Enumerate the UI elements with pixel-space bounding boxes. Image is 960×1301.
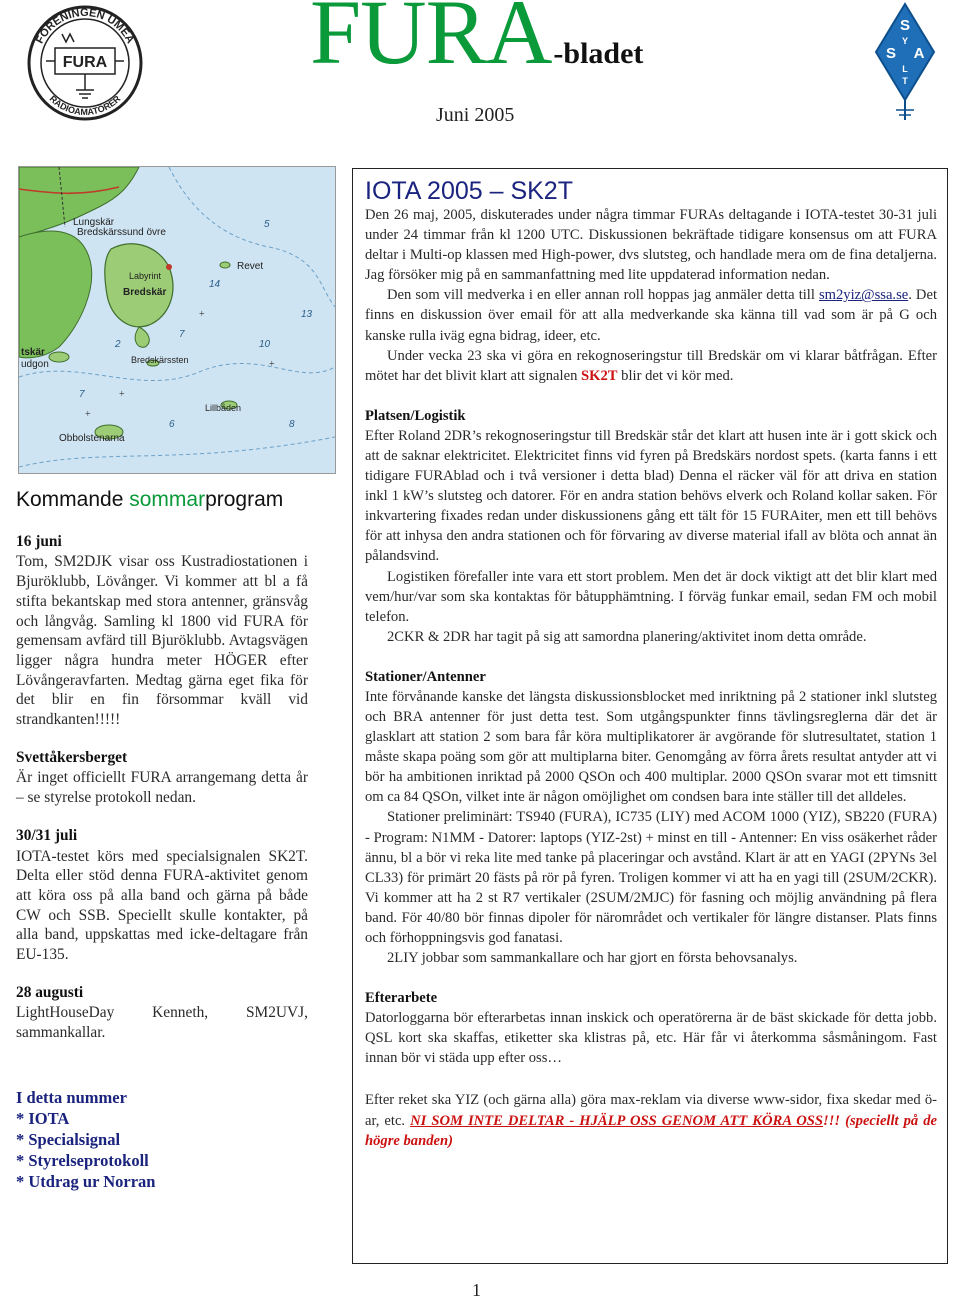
callsign-highlight: SK2T — [581, 367, 618, 384]
svg-text:+: + — [269, 359, 275, 370]
iota-intro-paragraph: Under vecka 23 ska vi göra en rekognoseringstur till Bredskär om vi klarar båtfrågan. Efter mötet har det blivit klart att signalen SK2T blir det vi kör med. — [365, 347, 937, 384]
map-label-revet: Revet — [237, 261, 264, 272]
fura-club-logo — [22, 4, 148, 122]
ssa-letter-5: L — [902, 64, 908, 74]
ssa-letter-2: S — [885, 45, 897, 62]
closing-paragraph: Efter reket ska YIZ (och gärna alla) göra max-reklam via diverse www-sidor, fixa skedar med ö-ar, etc. NI SOM INTE DELTAR - HJÄLP OSS GENOM ATT KÖRA OSS!!! (speciellt på de högre banden) — [365, 1092, 937, 1149]
map-depth: 8 — [289, 419, 295, 430]
map-depth: 7 — [179, 329, 185, 340]
logo-top-text: FÖRENINGEN UMEÅ — [33, 6, 137, 46]
stations-paragraph: 2LIY jobbar som sammankallare och har gjort en första behovsanalys. — [387, 950, 798, 967]
summer-program-column — [16, 490, 308, 1192]
ssa-letter-1: S — [899, 17, 911, 34]
stations-paragraph: Inte förvånande kanske det längsta diskussionsblocket med inriktning på 2 stationer inkl slutsteg och BRA antenner för just detta test. Som utgångspunkter finns tävlingsreglerna där det är glasklart att station 2 som bara får köra multiplikatorer är avgörande för slutresultatet, station 1 måste skapa poäng som gör att multiplarna biter. Genomgång av förra årets resultat antyder att vi bör ha ambitionen inriktad på 2000 QSOn och 400 multiplar. 2000 QSOn svarar mot ett timsnitt om ca 84 QSOn, vilket inte är någon omöjlighet om condsen bara inte ställer till det alldeles. — [365, 688, 937, 806]
logistics-paragraph: Logistiken förefaller inte vara ett stort problem. Men det är dock viktigt att det blir klart med vem/hur/var som ska kontaktas för båtupphämtning. I förväg funkar email, sedan FM och mobil telefon. — [365, 568, 937, 625]
page-number: 1 — [472, 1280, 481, 1300]
map-depth: 2 — [115, 339, 121, 350]
iota-intro-paragraph: Den som vill medverka i en eller annan roll hoppas jag anmäler detta till sm2yiz@ssa.se. Det finns en diskussion över email för att alla medverkande ska känna till vad som är på G och kanske rulla iväg egna bidrag, ideer, etc. — [365, 287, 938, 344]
section-heading-stations: Stationer/Antenner — [365, 668, 486, 685]
ssa-logo — [872, 2, 938, 122]
map-depth: 7 — [79, 389, 85, 400]
map-depth: 5 — [264, 219, 270, 230]
toc-heading: I detta nummer — [16, 1087, 127, 1107]
iota-intro-paragraph: Den 26 maj, 2005, diskuterades under några timmar FURAs deltagande i IOTA-testet 30-31 juli under 24 timmar från kl 1200 UTC. Diskussionen bekräftade tidigare konsensus om att FURA deltar i Multi-op klassen med High-power, dvs slutsteg, och handlade mera om de fina detaljerna. Jag försöker mig på en sammanfattning med lite uppdaterad information nedan. — [365, 207, 937, 284]
toc-item: * Utdrag ur Norran — [16, 1171, 156, 1191]
map-label-labyrint: Labyrint — [129, 271, 162, 281]
event-title: 16 juni — [16, 532, 62, 550]
map-label-udgon: udgon — [21, 359, 49, 370]
masthead-bladet: -bladet — [553, 37, 644, 70]
toc-item: * IOTA — [16, 1108, 70, 1128]
map-depth: 14 — [209, 279, 221, 290]
map-depth: 13 — [301, 309, 313, 320]
email-link[interactable]: sm2yiz@ssa.se — [818, 287, 909, 304]
table-of-contents — [16, 1087, 308, 1192]
map-label-bredskarssten: Bredskärssten — [131, 355, 189, 365]
event-title: 28 augusti — [16, 983, 84, 1001]
map-label-obbolstenarna: Obbolstenarna — [59, 433, 125, 444]
logo-center-text: FURA — [62, 54, 108, 71]
iota-article-title: IOTA 2005 – SK2T — [365, 177, 573, 205]
section-heading-followup: Efterarbete — [365, 990, 438, 1007]
map-label-bredskar: Bredskär — [123, 287, 167, 298]
map-label-lillbaden: Lillbåden — [205, 403, 242, 413]
map-depth: 10 — [259, 339, 271, 350]
ssa-letter-4: Y — [901, 36, 909, 46]
masthead-fura: FURA — [310, 0, 552, 83]
event-text: Är inget officiellt FURA arrangemang detta år – se styrelse protokoll nedan. — [16, 769, 308, 807]
section-heading-logistics: Platsen/Logistik — [365, 407, 466, 424]
svg-text:+: + — [85, 409, 91, 420]
logistics-paragraph: Efter Roland 2DR’s rekognoseringstur till Bredskär står det klart att husen inte är i gott skick och att de saknar elektricitet. Elektricitet finns vid fyren på Bredskärs nordost spets. (karta fanns i ett tidigare FURAblad och i två versioner i detta blad) Denna el räcker väl för att driva en station inkl 1 kW’s slutsteg och datorer. För en andra station behövs elverk och Roland kollar saken. För inkvartering fixades redan under diskussionens gång ett tält för 15 FURAiter, men ett till behövs för att inhysa den andra stationen och för förvaring av diverse material ifall av blöta och annat än pålandsvind. — [365, 427, 937, 565]
map-label-tskar: tskär — [21, 347, 45, 358]
ssa-letter-3: A — [913, 45, 925, 62]
map-label-lungskar: Lungskär — [73, 217, 115, 228]
summer-program-heading: Kommande sommarprogram — [16, 488, 284, 511]
stations-paragraph: Stationer preliminärt: TS940 (FURA), IC735 (LIY) med ACOM 1000 (YIZ), SB220 (FURA) - Program: N1MM - Datorer: laptops (YIZ-2st) + minst en till - Antenner: En viss osäkerhet råder ännu, bl a bör vi reka lite med tanke på placeringar och avstånd. Klart är att en YAGI (2PYNs 3el CL33) för primärt 20 fästs på rör på fyren. Troligen kommer vi att ha en yagi till (2SUM/2CKR). Vi kommer att ha 2 st R7 vertikaler (2SUM/2MJC) för fasning och möjlig användning på flera band. För 40/80 bör finnas dipoler för närområdet och vertikaler för längre distanser. Plats finns och förhoppningsvis god fanatasi. — [365, 809, 937, 946]
svg-text:+: + — [119, 389, 125, 400]
call-to-action: NI SOM INTE DELTAR - HJÄLP OSS GENOM ATT KÖRA OSS — [410, 1112, 824, 1129]
map-label-bredskarssund: Bredskärssund övre — [77, 227, 166, 238]
logistics-paragraph: 2CKR & 2DR har tagit på sig att samordna planering/aktivitet inom detta område. — [387, 628, 867, 645]
event-text: IOTA-testet körs med specialsignalen SK2T. Delta eller stöd denna FURA-aktivitet genom att köra oss på alla band och gärna på både CW och SSB. Speciellt skulle kontakter, på alla band, uppskattas med icke-deltagare från EU-135. — [16, 847, 308, 964]
iota-article-box — [352, 168, 948, 1264]
event-text: LightHouseDay Kenneth, SM2UVJ, sammankallar. — [16, 1004, 308, 1042]
followup-paragraph: Datorloggarna bör efterarbetas innan inskick och operatörerna är de bäst skickade för detta jobb. QSL kort ska skaffas, etiketter ska klistras på, etc. Här får vi återkomma såsmåningom. Fast innan bör vi städa upp efter oss… — [365, 1010, 937, 1067]
bredskar-map — [18, 166, 336, 474]
event-title: 30/31 juli — [16, 826, 78, 844]
masthead-title — [310, 0, 644, 83]
ssa-letter-6: T — [902, 76, 908, 86]
toc-item: * Specialsignal — [16, 1129, 121, 1149]
logo-bottom-text: RADIOAMATÖRER — [47, 93, 123, 118]
event-text: Tom, SM2DJK visar oss Kustradiostationen i Bjuröklubb, Lövånger. Vi kommer att bl a få stifta bekantskap med stora antenner, gränsvåg och långvåg. Samling kl 1800 vid FURA för gemensam avfärd till Bjuröklubb. Avtagsvägen ligger några hundra meter HÖGER efter Lövångeravfarten. Medtag gärna eget fika för det blir en fin försommar kväll vid strandkanten!!!!! — [16, 553, 308, 729]
event-title: Svettåkersberget — [16, 748, 128, 766]
toc-item: * Styrelseprotokoll — [16, 1150, 149, 1170]
svg-text:+: + — [199, 309, 205, 320]
map-depth: 6 — [169, 419, 175, 430]
issue-date: Juni 2005 — [436, 104, 515, 126]
